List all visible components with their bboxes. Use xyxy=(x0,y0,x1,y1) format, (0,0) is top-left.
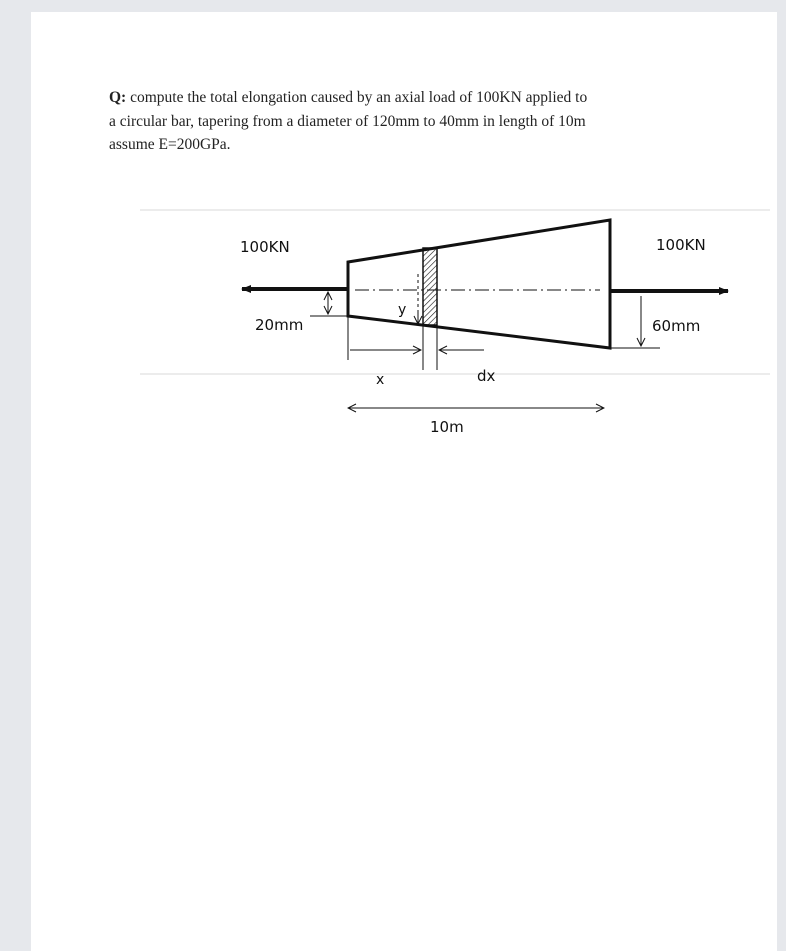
label-x: x xyxy=(376,372,385,388)
dim-left-label: 20mm xyxy=(255,316,304,334)
question-line-3: assume E=200GPa. xyxy=(109,136,231,153)
label-length: 10m xyxy=(430,418,464,436)
left-load-label: 100KN xyxy=(240,238,290,256)
dim-right-label: 60mm xyxy=(652,317,701,335)
right-load-label: 100KN xyxy=(656,236,706,254)
dx-slice xyxy=(423,248,437,325)
label-dx: dx xyxy=(477,367,496,385)
question-line-2: a circular bar, tapering from a diameter of 120mm to 40mm in length of 10m xyxy=(109,112,586,130)
question-line-1: compute the total elongation caused by an axial load of 100KN applied to xyxy=(126,89,588,106)
label-y: y xyxy=(398,302,407,318)
tapered-bar xyxy=(348,220,610,348)
question-prefix: Q: xyxy=(109,89,127,106)
